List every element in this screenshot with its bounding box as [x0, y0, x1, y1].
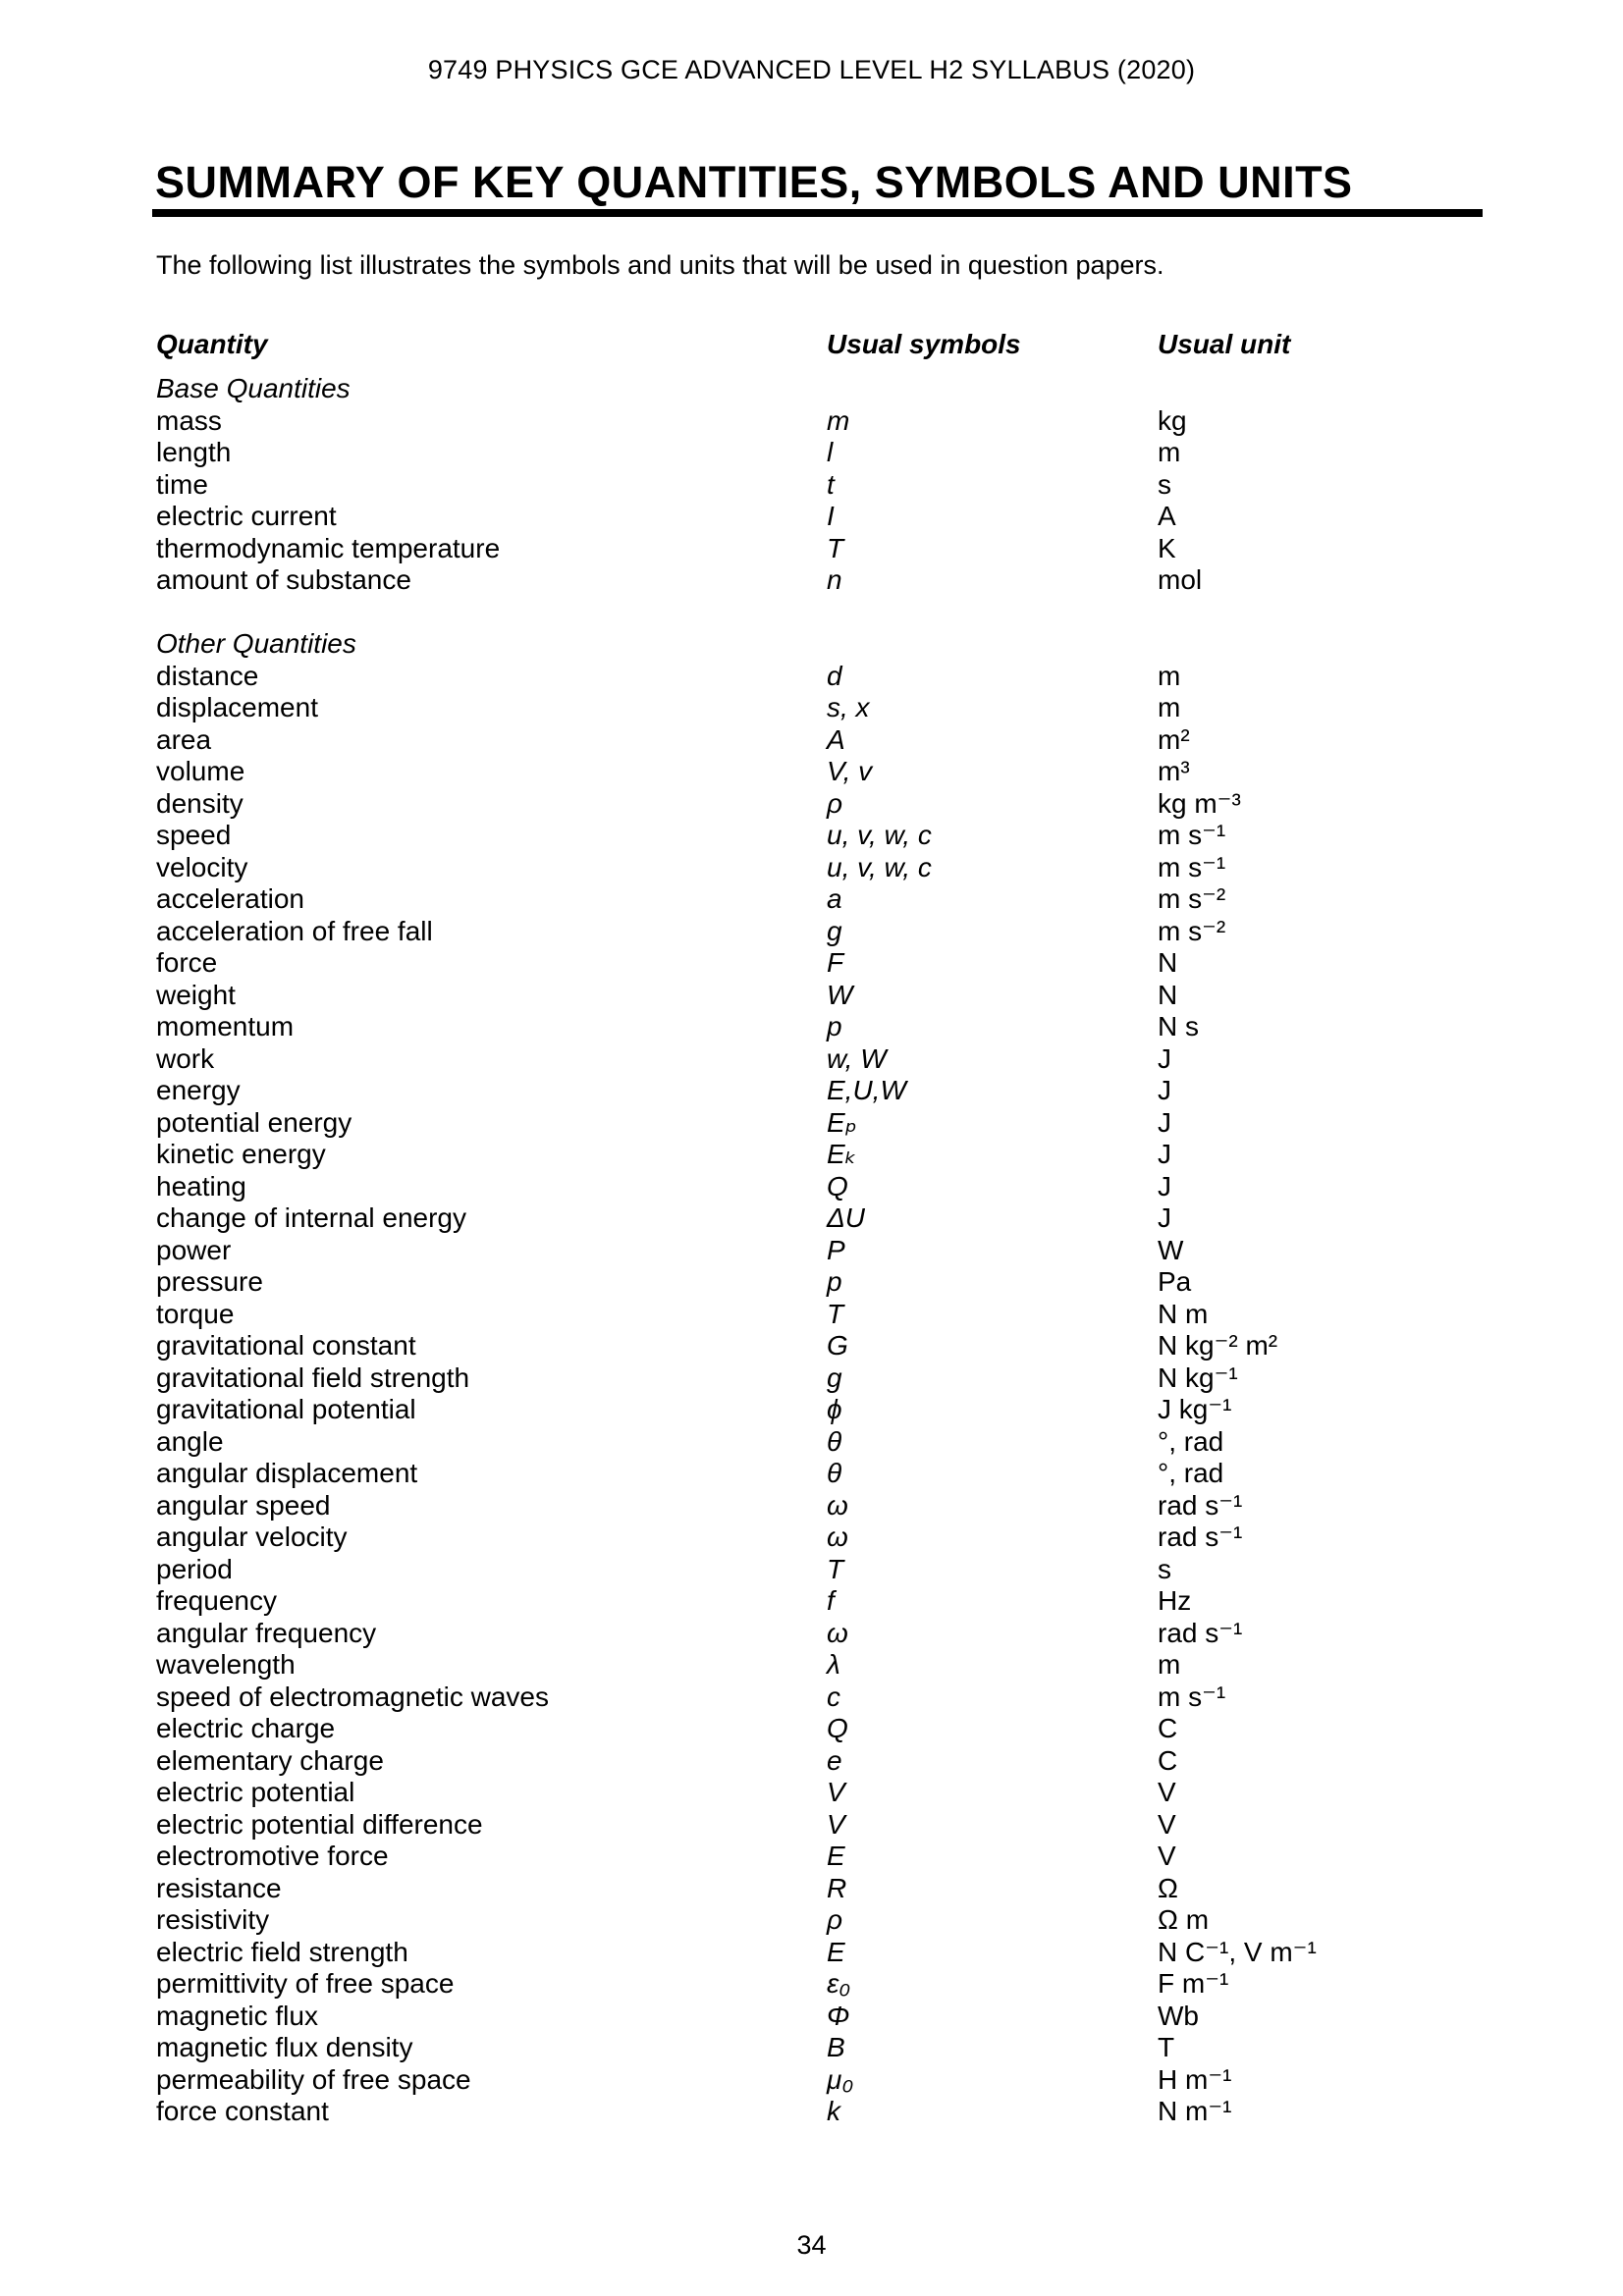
- table-row: [156, 852, 1531, 884]
- symbol-cell: Eₚ: [827, 1106, 857, 1138]
- quantity-cell: electric potential: [156, 1777, 355, 1807]
- table-row: [156, 1426, 1531, 1459]
- table-row: [156, 1299, 1531, 1331]
- unit-cell: J: [1158, 1170, 1171, 1201]
- symbol-cell: a: [827, 883, 842, 914]
- unit-cell: Wb: [1158, 2000, 1199, 2031]
- table-row: [156, 1362, 1531, 1395]
- unit-cell: m³: [1158, 756, 1190, 786]
- table-row: [156, 437, 1531, 469]
- symbol-cell: g: [827, 1362, 842, 1393]
- quantity-cell: speed: [156, 820, 232, 850]
- table-row: [156, 533, 1531, 565]
- unit-cell: N s: [1158, 1011, 1199, 1041]
- symbol-cell: ε₀: [827, 1968, 851, 1999]
- symbol-cell: A: [827, 723, 845, 755]
- quantity-cell: magnetic flux: [156, 2000, 318, 2031]
- table-row: [156, 1522, 1531, 1554]
- symbol-cell: s, x: [827, 692, 870, 722]
- unit-cell: J: [1158, 1042, 1171, 1074]
- quantity-cell: angle: [156, 1425, 224, 1457]
- quantity-cell: acceleration of free fall: [156, 915, 433, 946]
- quantity-cell: frequency: [156, 1585, 277, 1616]
- quantity-cell: gravitational constant: [156, 1330, 416, 1361]
- symbol-cell: n: [827, 564, 842, 595]
- unit-cell: C: [1158, 1713, 1178, 1743]
- quantity-cell: kinetic energy: [156, 1139, 326, 1169]
- table-row: [156, 2064, 1531, 2097]
- unit-cell: K: [1158, 532, 1176, 563]
- quantity-cell: speed of electromagnetic waves: [156, 1681, 549, 1712]
- symbol-cell: Eₖ: [827, 1139, 857, 1169]
- symbol-cell: V: [827, 1777, 845, 1807]
- quantity-cell: gravitational potential: [156, 1394, 416, 1424]
- symbol-cell: θ: [827, 1425, 842, 1457]
- quantity-cell: electromotive force: [156, 1841, 389, 1871]
- symbol-cell: u, v, w, c: [827, 820, 932, 850]
- unit-cell: J: [1158, 1075, 1171, 1105]
- table-row: [156, 2032, 1531, 2064]
- unit-cell: A: [1158, 501, 1176, 531]
- quantity-cell: area: [156, 723, 212, 755]
- quantity-cell: force constant: [156, 2096, 329, 2126]
- symbol-cell: e: [827, 1744, 842, 1776]
- quantity-cell: change of internal energy: [156, 1202, 466, 1233]
- unit-cell: Hz: [1158, 1585, 1192, 1616]
- quantity-cell: elementary charge: [156, 1744, 384, 1776]
- symbol-cell: B: [827, 2032, 845, 2062]
- table-row: [156, 916, 1531, 948]
- table-row: [156, 980, 1531, 1012]
- unit-cell: N m⁻¹: [1158, 2096, 1232, 2126]
- section-heading: Other Quantities: [156, 628, 356, 659]
- quantity-cell: magnetic flux density: [156, 2032, 413, 2062]
- unit-cell: m s⁻¹: [1158, 820, 1226, 850]
- symbol-cell: m: [827, 404, 850, 436]
- quantity-cell: electric field strength: [156, 1936, 408, 1967]
- page-header: 9749 PHYSICS GCE ADVANCED LEVEL H2 SYLLABUS (2020): [427, 55, 1196, 84]
- unit-cell: Ω: [1158, 1872, 1178, 1903]
- quantity-cell: acceleration: [156, 883, 304, 914]
- quantity-cell: angular speed: [156, 1489, 331, 1521]
- symbol-cell: ρ: [827, 787, 843, 819]
- table-row: [156, 1713, 1531, 1745]
- symbol-cell: Q: [827, 1170, 848, 1201]
- table-row: [156, 2096, 1531, 2128]
- table-row: [156, 1330, 1531, 1362]
- symbol-cell: p: [827, 1011, 842, 1041]
- unit-cell: N: [1158, 979, 1178, 1010]
- quantity-cell: time: [156, 468, 208, 500]
- symbol-cell: l: [827, 437, 834, 467]
- symbol-cell: k: [827, 2096, 840, 2126]
- unit-cell: kg m⁻³: [1158, 787, 1241, 819]
- symbol-cell: ω: [827, 1489, 848, 1521]
- table-row: [156, 564, 1531, 597]
- quantity-cell: mass: [156, 404, 222, 436]
- symbol-cell: R: [827, 1872, 847, 1903]
- unit-cell: kg: [1158, 404, 1187, 436]
- symbol-cell: P: [827, 1234, 845, 1265]
- unit-cell: V: [1158, 1777, 1176, 1807]
- table-row: [156, 1554, 1531, 1586]
- quantity-cell: electric charge: [156, 1713, 336, 1743]
- symbol-cell: G: [827, 1330, 848, 1361]
- table-row: [156, 2001, 1531, 2033]
- unit-cell: H m⁻¹: [1158, 2063, 1232, 2095]
- unit-cell: F m⁻¹: [1158, 1968, 1229, 1999]
- symbol-cell: E: [827, 1841, 845, 1871]
- column-header-quantity: Quantity: [156, 329, 268, 359]
- unit-cell: m: [1158, 692, 1181, 722]
- quantity-cell: angular velocity: [156, 1522, 348, 1552]
- table-row: [156, 1043, 1531, 1076]
- table-row: [156, 1075, 1531, 1107]
- table-row: [156, 1490, 1531, 1522]
- quantity-cell: distance: [156, 660, 259, 691]
- quantity-cell: torque: [156, 1298, 235, 1329]
- symbol-cell: ω: [827, 1617, 848, 1648]
- quantity-cell: angular frequency: [156, 1617, 377, 1648]
- column-header-unit: Usual unit: [1158, 329, 1291, 359]
- unit-cell: °, rad: [1158, 1425, 1224, 1457]
- symbol-cell: Q: [827, 1713, 848, 1743]
- unit-cell: J kg⁻¹: [1158, 1394, 1232, 1424]
- symbol-cell: u, v, w, c: [827, 851, 932, 882]
- table-row: [156, 883, 1531, 916]
- quantity-cell: energy: [156, 1075, 241, 1105]
- quantity-cell: momentum: [156, 1011, 295, 1041]
- table-row: [156, 788, 1531, 821]
- unit-cell: Pa: [1158, 1266, 1192, 1297]
- symbol-cell: d: [827, 660, 842, 691]
- quantity-cell: weight: [156, 979, 236, 1010]
- table-row: [156, 1394, 1531, 1426]
- symbol-cell: μ₀: [827, 2063, 854, 2095]
- unit-cell: V: [1158, 1841, 1176, 1871]
- symbol-cell: c: [827, 1681, 840, 1712]
- unit-cell: °, rad: [1158, 1458, 1224, 1488]
- quantity-cell: resistivity: [156, 1904, 270, 1935]
- table-row: [156, 1649, 1531, 1682]
- symbol-cell: θ: [827, 1458, 842, 1488]
- quantity-cell: electric current: [156, 501, 337, 531]
- unit-cell: s: [1158, 1553, 1171, 1584]
- unit-cell: Ω m: [1158, 1904, 1210, 1935]
- quantity-cell: wavelength: [156, 1649, 296, 1680]
- quantity-cell: period: [156, 1553, 233, 1584]
- quantity-cell: power: [156, 1234, 232, 1265]
- symbol-cell: V: [827, 1808, 845, 1840]
- table-row: [156, 1585, 1531, 1618]
- unit-cell: m: [1158, 660, 1181, 691]
- unit-cell: rad s⁻¹: [1158, 1617, 1243, 1648]
- symbol-cell: f: [827, 1585, 835, 1616]
- unit-cell: W: [1158, 1234, 1184, 1265]
- unit-cell: N: [1158, 947, 1178, 978]
- unit-cell: N kg⁻¹: [1158, 1362, 1238, 1393]
- table-row: [156, 1235, 1531, 1267]
- quantity-cell: permeability of free space: [156, 2063, 471, 2095]
- intro-paragraph: The following list illustrates the symbols and units that will be used in question papers.: [156, 250, 1164, 280]
- table-row: [156, 501, 1531, 533]
- symbol-cell: ϕ: [827, 1394, 842, 1424]
- table-row: [156, 1202, 1531, 1235]
- table-row: [156, 724, 1531, 757]
- unit-cell: m²: [1158, 723, 1190, 755]
- unit-cell: m s⁻²: [1158, 883, 1226, 914]
- quantity-cell: displacement: [156, 692, 318, 722]
- quantity-cell: work: [156, 1042, 215, 1074]
- symbol-cell: p: [827, 1266, 842, 1297]
- symbol-cell: V, v: [827, 756, 873, 786]
- quantity-cell: length: [156, 437, 232, 467]
- unit-cell: J: [1158, 1202, 1171, 1233]
- unit-cell: mol: [1158, 564, 1203, 595]
- symbol-cell: g: [827, 915, 842, 946]
- unit-cell: T: [1158, 2032, 1175, 2062]
- quantity-cell: velocity: [156, 851, 248, 882]
- unit-cell: J: [1158, 1106, 1171, 1138]
- quantity-cell: heating: [156, 1170, 246, 1201]
- symbol-cell: T: [827, 1298, 844, 1329]
- page-number: 34: [796, 2230, 827, 2260]
- unit-cell: C: [1158, 1744, 1178, 1776]
- symbol-cell: I: [827, 501, 835, 531]
- quantity-cell: thermodynamic temperature: [156, 532, 501, 563]
- symbol-cell: ρ: [827, 1904, 843, 1935]
- table-row: [156, 405, 1531, 438]
- symbol-cell: Φ: [827, 2000, 850, 2031]
- column-header-symbols: Usual symbols: [827, 329, 1021, 359]
- unit-cell: N m: [1158, 1298, 1209, 1329]
- quantity-cell: angular displacement: [156, 1458, 418, 1488]
- unit-cell: m: [1158, 437, 1181, 467]
- unit-cell: m: [1158, 1649, 1181, 1680]
- unit-cell: m s⁻¹: [1158, 1681, 1226, 1712]
- quantity-cell: density: [156, 787, 243, 819]
- table-row: [156, 1139, 1531, 1171]
- unit-cell: m s⁻²: [1158, 915, 1226, 946]
- symbol-cell: T: [827, 1553, 844, 1584]
- unit-cell: N C⁻¹, V m⁻¹: [1158, 1936, 1317, 1967]
- quantity-cell: force: [156, 947, 218, 978]
- symbol-cell: E,U,W: [827, 1075, 906, 1105]
- title-underline: [152, 209, 1483, 217]
- quantity-cell: gravitational field strength: [156, 1362, 470, 1393]
- table-row: [156, 1171, 1531, 1203]
- quantity-cell: volume: [156, 756, 245, 786]
- unit-cell: s: [1158, 468, 1171, 500]
- symbol-cell: T: [827, 532, 844, 563]
- table-row: [156, 1937, 1531, 1969]
- section-heading: Base Quantities: [156, 373, 351, 403]
- table-row: [156, 1777, 1531, 1809]
- table-row: [156, 756, 1531, 788]
- page-title: SUMMARY OF KEY QUANTITIES, SYMBOLS AND UNITS: [155, 157, 1353, 207]
- table-row: [156, 1618, 1531, 1650]
- section-gap: [156, 597, 1531, 629]
- symbol-cell: F: [827, 947, 844, 978]
- symbol-cell: λ: [827, 1649, 840, 1680]
- table-row: [156, 1266, 1531, 1299]
- unit-cell: J: [1158, 1139, 1171, 1169]
- quantity-cell: resistance: [156, 1872, 282, 1903]
- table-row: [156, 1968, 1531, 2001]
- symbol-cell: ω: [827, 1522, 848, 1552]
- table-row: [156, 820, 1531, 852]
- table-row: [156, 1873, 1531, 1905]
- table-row: [156, 1682, 1531, 1714]
- symbol-cell: W: [827, 979, 853, 1010]
- symbol-cell: w, W: [827, 1042, 887, 1074]
- quantity-cell: potential energy: [156, 1106, 352, 1138]
- table-row: [156, 1107, 1531, 1140]
- symbol-cell: t: [827, 468, 835, 500]
- table-row: [156, 1458, 1531, 1490]
- symbol-cell: E: [827, 1936, 845, 1967]
- quantity-cell: amount of substance: [156, 564, 411, 595]
- quantity-cell: electric potential difference: [156, 1808, 483, 1840]
- table-row: [156, 661, 1531, 693]
- unit-cell: V: [1158, 1808, 1176, 1840]
- quantity-cell: permittivity of free space: [156, 1968, 455, 1999]
- table-row: [156, 469, 1531, 502]
- symbol-cell: ΔU: [827, 1202, 866, 1233]
- table-row: [156, 1904, 1531, 1937]
- table-row: [156, 1011, 1531, 1043]
- table-row: [156, 1809, 1531, 1842]
- unit-cell: m s⁻¹: [1158, 851, 1226, 882]
- unit-cell: N kg⁻² m²: [1158, 1330, 1278, 1361]
- quantity-cell: pressure: [156, 1266, 263, 1297]
- table-row: [156, 1841, 1531, 1873]
- table-row: [156, 1745, 1531, 1778]
- unit-cell: rad s⁻¹: [1158, 1489, 1243, 1521]
- table-row: [156, 692, 1531, 724]
- table-row: [156, 947, 1531, 980]
- unit-cell: rad s⁻¹: [1158, 1522, 1243, 1552]
- quantities-table: [156, 373, 1531, 2128]
